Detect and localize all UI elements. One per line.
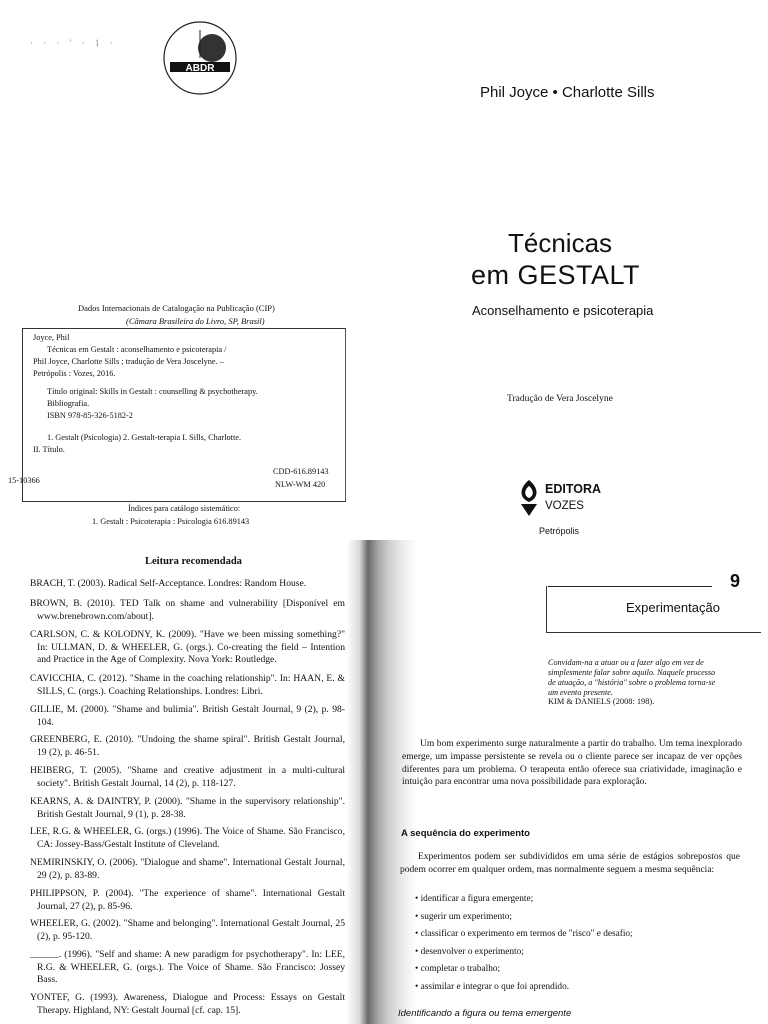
- cover-title-line1: Técnicas: [508, 228, 613, 258]
- reference-item: WHEELER, G. (2002). "Shame and belonging". International Gestalt Journal, 25 (2), p. 95-120.: [30, 918, 345, 942]
- cip-line: Petrópolis : Vozes, 2016.: [33, 369, 116, 378]
- reference-item: PHILIPPSON, P. (2004). "The experience of shame". International Gestalt Journal, 27 (2), p. 85-96.: [30, 888, 345, 912]
- sequence-bullet: • completar o trabalho;: [415, 964, 501, 974]
- cip-number: 15-10366: [8, 476, 40, 485]
- cip-line: Joyce, Phil: [33, 333, 70, 342]
- publisher-city: Petrópolis: [539, 526, 580, 536]
- reference-item: BROWN, B. (2010). TED Talk on shame and vulnerability [Disponível em www.brenebrown.com/about].: [30, 598, 345, 622]
- reference-item: CARLSON, C. & KOLODNY, K. (2009). "Have we been missing something?" In: ULLMAN, D. & WHEELER, G. (orgs.). Co-creating the field – Intention and Practice in the Age of Complexity. Nova York: Routledge.: [30, 629, 345, 666]
- cip-line: Phil Joyce, Charlotte Sills ; tradução de Vera Joscelyne. –: [33, 357, 224, 366]
- cip-index-entry: 1. Gestalt : Psicoterapia : Psicologia 616.89143: [92, 517, 250, 526]
- cover-title-line2: em GESTALT: [471, 260, 641, 290]
- page-specks: · · · ' · 1 ·: [30, 38, 117, 48]
- cover-authors: Phil Joyce • Charlotte Sills: [480, 84, 655, 101]
- sequence-bullet: • identificar a figura emergente;: [415, 894, 534, 904]
- epigraph-line: Convidam-na a atuar ou a fazer algo em vez de: [548, 658, 704, 667]
- cover-subtitle: Aconselhamento e psicoterapia: [472, 303, 654, 318]
- seal-text: ABDR: [185, 63, 215, 74]
- abdr-seal-icon: [160, 18, 240, 98]
- reference-item: HEIBERG, T. (2005). "Shame and creative adjustment in a multi-cultural society". British Gestalt Journal, 14 (2), p. 118-127.: [30, 765, 345, 789]
- reference-item: LEE, R.G. & WHEELER, G. (orgs.) (1996). The Voice of Shame. São Francisco, CA: Jossey-Bass/Gestalt Institute of Cleveland.: [30, 826, 345, 850]
- chapter-paragraph: Experimentos podem ser subdivididos em uma série de estágios sobrepostos que podem ocorrer em qualquer ordem, mas normalmente seguem a mesma sequência:: [400, 852, 740, 875]
- cip-record-box: [22, 328, 346, 502]
- cip-subheader: (Câmara Brasileira do Livro, SP, Brasil): [126, 316, 265, 326]
- reference-item: BRACH, T. (2003). Radical Self-Acceptance. Londres: Random House.: [30, 578, 307, 589]
- chapter-paragraph: Um bom experimento surge naturalmente a partir do trabalho. Um tema inexplorado emerge, um impasse persistente se revela ou o cliente parece ser incapaz de ver opções diferentes para um problema. O terapeuta então oferece sua criatividade, imaginação e intuição para encontrar uma nova possibilidade para exploração.: [402, 739, 742, 788]
- section-heading: A sequência do experimento: [401, 828, 530, 839]
- sequence-bullet: • sugerir um experimento;: [415, 912, 512, 922]
- reference-item: ______. (1996). "Self and shame: A new paradigm for psychotherapy". In: LEE, R.G. & WHEELER, G. (orgs.). The Voice of Shame. São Francisco: Jossey Bass.: [30, 949, 345, 986]
- reference-item: CAVICCHIA, C. (2012). "Shame in the coaching relationship". In: HAAN, E. & SILLS, C. (orgs.). Coaching Relationships. Londres: Libri.: [30, 673, 345, 697]
- chapter-number: 9: [730, 571, 741, 591]
- cip-line: Técnicas em Gestalt : aconselhamento e psicoterapia /: [47, 345, 227, 354]
- publisher-logo: [515, 478, 635, 568]
- reference-item: GREENBERG, E. (2010). "Undoing the shame spiral". British Gestalt Journal, 19 (2), p. 46-51.: [30, 734, 345, 758]
- cip-line: 1. Gestalt (Psicologia) 2. Gestalt-terapia I. Sills, Charlotte.: [47, 433, 242, 442]
- cip-line: II. Título.: [33, 445, 65, 454]
- vozes-logo-icon: [515, 478, 543, 518]
- reference-item: GILLIE, M. (2000). "Shame and bulimia". British Gestalt Journal, 9 (2), p. 98-104.: [30, 704, 345, 728]
- publisher-imprint: VOZES: [545, 500, 584, 512]
- cip-line: Título original: Skills in Gestalt : counselling & psychotherapy.: [47, 387, 258, 396]
- sequence-bullet: • assimilar e integrar o que foi aprendido.: [415, 982, 570, 992]
- reference-item: YONTEF, G. (1993). Awareness, Dialogue and Process: Essays on Gestalt Therapy. Highland, NY: Gestalt Journal [cf. cap. 15].: [30, 992, 345, 1016]
- reference-item: NEMIRINSKIY, O. (2006). "Dialogue and shame". International Gestalt Journal, 29 (2), p. 83-89.: [30, 857, 345, 881]
- cip-line: CDD-616.89143: [273, 467, 329, 476]
- cip-line: Bibliografia.: [47, 399, 90, 408]
- publisher-name: EDITORA: [545, 482, 602, 496]
- sequence-bullet: • desenvolver o experimento;: [415, 947, 524, 957]
- epigraph-line: um evento presente.: [548, 688, 613, 697]
- reference-item: KEARNS, A. & DAINTRY, P. (2000). "Shame in the supervisory relationship". British Gestalt Journal, 9 (1), p. 28-38.: [30, 796, 345, 820]
- cip-line: NLW-WM 420: [275, 480, 326, 489]
- epigraph-line: de atuação, a "história" sobre o problema torna-se: [548, 678, 716, 687]
- cip-index-title: Índices para catálogo sistemático:: [128, 504, 241, 513]
- sequence-bullet: • classificar o experimento em termos de "risco" e desafio;: [415, 929, 633, 939]
- references-title: Leitura recomendada: [145, 556, 242, 567]
- cip-line: ISBN 978-85-326-5182-2: [47, 411, 133, 420]
- next-section-heading: Identificando a figura ou tema emergente: [398, 1008, 572, 1019]
- cover-translation: Tradução de Vera Joscelyne: [507, 394, 613, 404]
- epigraph-line: simplesmente falar sobre aquilo. Naquele processo: [548, 668, 716, 677]
- cip-header: Dados Internacionais de Catalogação na Publicação (CIP): [78, 303, 275, 313]
- epigraph-author: KIM & DANIELS (2008: 198).: [548, 697, 655, 706]
- chapter-title: Experimentação: [626, 600, 720, 615]
